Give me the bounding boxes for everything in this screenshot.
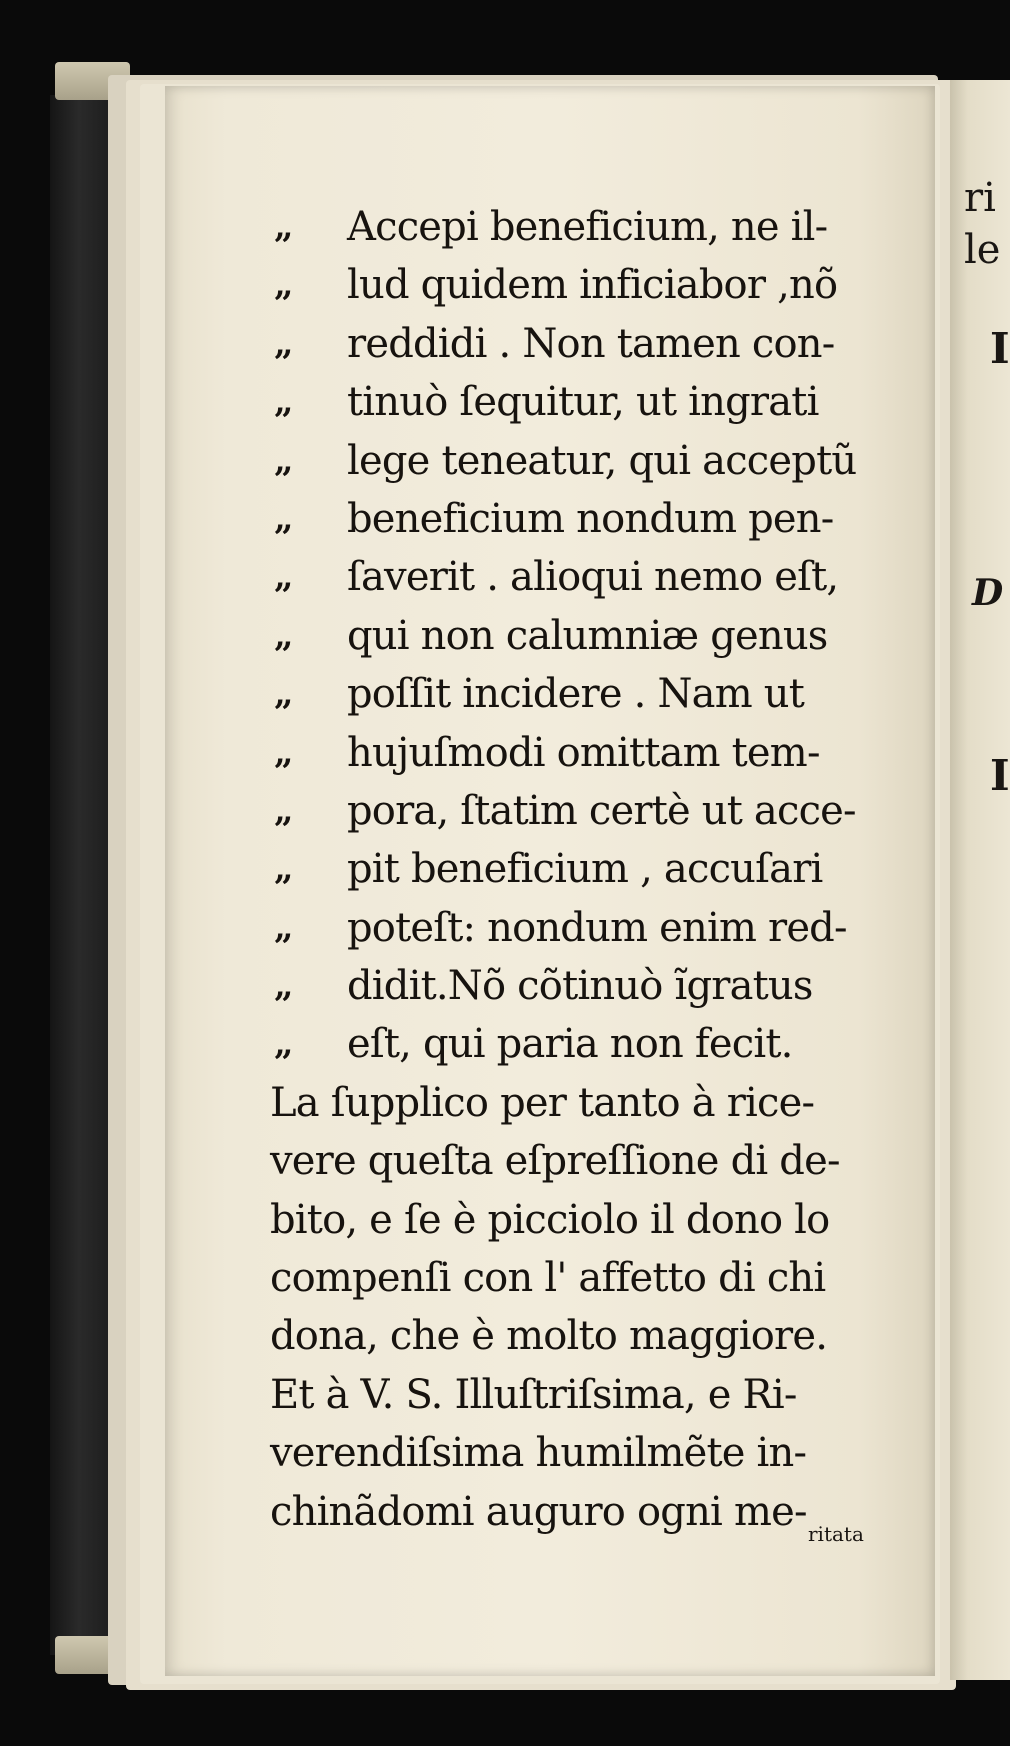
quoted-line-text: didit.Nõ cõtinuò ĩgratus (347, 963, 813, 1010)
quoted-line (270, 607, 910, 665)
quoted-line (270, 315, 910, 373)
quoted-line (270, 840, 910, 898)
quoted-line (270, 1015, 910, 1073)
page-text (270, 198, 910, 1541)
quoted-line-text: lud quidem inficiabor ,nõ (347, 262, 838, 309)
catchword: ritata (808, 1522, 864, 1546)
quoted-line (270, 490, 910, 548)
quoted-line-text: tinuò ſequitur, ut ingrati (347, 379, 819, 426)
opposite-page-fragment: D (972, 572, 1004, 614)
quoted-line-text: pora, ſtatim certè ut acce- (347, 787, 856, 834)
quoted-line (270, 724, 910, 782)
quote-mark: „ (274, 966, 293, 1007)
quote-mark: „ (274, 440, 293, 481)
quoted-line (270, 548, 910, 606)
quote-mark: „ (274, 849, 293, 890)
body-line: chinãdomi auguro ogni me- (270, 1488, 807, 1535)
quoted-line (270, 782, 910, 840)
quote-mark: „ (274, 1024, 293, 1065)
quoted-line-text: pit beneficium , accuſari (347, 846, 823, 893)
quote-mark: „ (274, 732, 293, 773)
quote-mark: „ (274, 615, 293, 656)
quoted-line (270, 665, 910, 723)
quote-mark: „ (274, 265, 293, 306)
body-line: verendiſsima humilmẽte in- (270, 1430, 807, 1477)
quote-mark: „ (274, 907, 293, 948)
quoted-line-text: reddidi . Non tamen con- (347, 320, 835, 367)
opposite-page (950, 80, 1010, 1680)
body-line: compenſi con l' affetto di chi (270, 1255, 826, 1302)
quoted-line-text: lege teneatur, qui acceptũ (347, 437, 857, 484)
quoted-line (270, 198, 910, 256)
quoted-line-text: beneficium nondum pen- (347, 495, 834, 542)
quote-mark: „ (274, 323, 293, 364)
quoted-line-text: Accepi beneficium, ne il- (347, 204, 828, 250)
quoted-line-text: hujuſmodi omittam tem- (347, 729, 820, 776)
body-line: bito, e ſe è picciolo il dono lo (270, 1196, 830, 1243)
quote-mark: „ (274, 790, 293, 831)
opposite-page-fragment: I (990, 751, 1010, 800)
quote-mark: „ (274, 207, 293, 247)
quoted-line (270, 899, 910, 957)
quote-mark: „ (274, 382, 293, 423)
quote-mark: „ (274, 674, 293, 715)
opposite-page-fragment: le (964, 227, 1001, 273)
quoted-line (270, 256, 910, 314)
quoted-line (270, 373, 910, 431)
quote-mark: „ (274, 557, 293, 598)
opposite-page-fragment: I (990, 324, 1010, 373)
body-line: dona, che è molto maggiore. (270, 1313, 828, 1360)
quoted-line (270, 957, 910, 1015)
body-line: La ſupplico per tanto à rice- (270, 1079, 815, 1126)
body-line: vere queſta eſpreſſione di de- (270, 1138, 840, 1185)
quoted-line-text: eſt, qui paria non fecit. (347, 1021, 793, 1068)
quoted-line-text: ſaverit . alioqui nemo eſt, (347, 554, 839, 601)
quoted-line-text: poteſt: nondum enim red- (347, 904, 847, 951)
opposite-page-fragment: ri (964, 175, 996, 221)
body-line: Et à V. S. Illuſtriſsima, e Ri- (270, 1371, 797, 1418)
quoted-line-text: poſſit incidere . Nam ut (347, 671, 804, 718)
quoted-line (270, 432, 910, 490)
quoted-line-text: qui non calumniæ genus (347, 612, 828, 659)
quote-mark: „ (274, 498, 293, 539)
